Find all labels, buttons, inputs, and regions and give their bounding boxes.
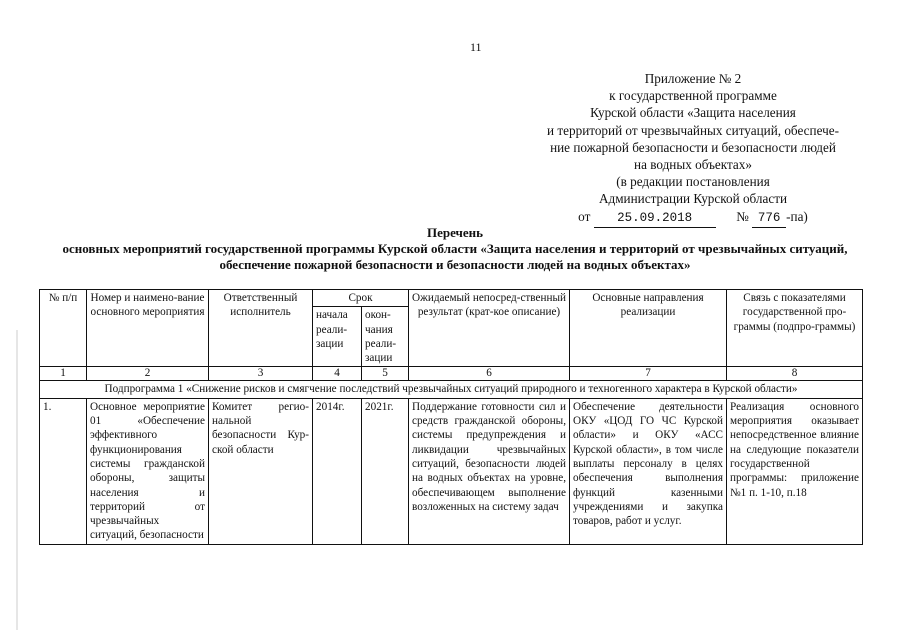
appendix-line: Администрации Курской области — [598, 191, 788, 207]
header-end: окон-чания реали-зации — [362, 307, 409, 367]
column-number: 1 — [40, 367, 87, 381]
table-header-row — [40, 290, 863, 307]
cell-directions: Обеспечение деятельности ОКУ «ЦОД ГО ЧС Курской области» и ОКУ «АСС Курской области», в том числе выплаты персоналу в целях обеспечения выполнения функций казенными учреждениями и закупка товаров, работ и услуг. — [570, 398, 727, 544]
appendix-block — [518, 70, 868, 228]
cell-end: 2021г. — [362, 398, 409, 544]
appendix-line: Приложение № 2 — [644, 71, 742, 86]
header-term: Срок — [313, 290, 409, 307]
number-suffix: -па) — [786, 208, 808, 224]
number-label: № — [736, 208, 749, 224]
header-name: Номер и наимено-вание основного мероприятия — [87, 290, 209, 367]
header-result: Ожидаемый непосред-ственный результат (крат-кое описание) — [409, 290, 570, 367]
cell-num: 1. — [40, 398, 87, 544]
header-link: Связь с показателями государственной про-граммы (подпро-граммы) — [727, 290, 863, 367]
column-number: 5 — [362, 367, 409, 381]
scan-edge-shadow — [16, 330, 18, 630]
appendix-line: ние пожарной безопасности и безопасности людей — [550, 139, 836, 155]
header-num: № п/п — [40, 290, 87, 367]
appendix-line: Курской области «Защита населения — [590, 105, 796, 121]
appendix-line: и территорий от чрезвычайных ситуаций, обеспече- — [547, 122, 839, 138]
activities-table — [39, 289, 863, 545]
cell-name: Основное мероприятие 01 «Обеспечение эффективного функционирования системы гражданской обороны, защиты населения и территорий от чрезвычайных ситуаций, безопасности — [87, 398, 209, 544]
from-label: от — [578, 208, 591, 224]
appendix-line: к государственной программе — [609, 88, 777, 104]
subprogram-title: Подпрограмма 1 «Снижение рисков и смягчение последствий чрезвычайных ситуаций природного и техногенного характера в Курской области» — [40, 381, 863, 398]
appendix-line: на водных объектах» — [634, 157, 752, 173]
cell-link: Реализация основного мероприятия оказывает непосредственное влияние на следующие показатели государственной программы: приложение №1 п. 1-10, п.18 — [727, 398, 863, 544]
page-number: 11 — [470, 40, 482, 54]
column-number: 3 — [209, 367, 313, 381]
table-row — [40, 398, 863, 544]
heading-title: Перечень — [426, 225, 484, 240]
header-executor: Ответственный исполнитель — [209, 290, 313, 367]
cell-result: Поддержание готовности сил и средств гражданской обороны, системы предупреждения и ликвидации чрезвычайных ситуаций, безопасности людей на водных объектах на уровне, обеспечивающем выполнение возложенных на систему задач — [409, 398, 570, 544]
column-number: 6 — [409, 367, 570, 381]
appendix-line: (в редакции постановления — [616, 174, 770, 190]
document-heading — [30, 225, 880, 273]
heading-subtitle: основных мероприятий государственной программы Курской области «Защита населения и территорий от чрезвычайных ситуаций, обеспечение пожарной безопасности и безопасности людей на водных объектах» — [62, 241, 848, 272]
header-start: начала реали-зации — [313, 307, 362, 367]
subprogram-row — [40, 381, 863, 398]
cell-executor: Комитет регио-нальной безопасности Кур-ской области — [209, 398, 313, 544]
header-directions: Основные направления реализации — [570, 290, 727, 367]
column-number-row — [40, 367, 863, 381]
column-number: 7 — [570, 367, 727, 381]
column-number: 4 — [313, 367, 362, 381]
edition-date: 25.09.2018 — [594, 210, 716, 228]
cell-start: 2014г. — [313, 398, 362, 544]
column-number: 2 — [87, 367, 209, 381]
column-number: 8 — [727, 367, 863, 381]
edition-number: 776 — [752, 210, 786, 228]
